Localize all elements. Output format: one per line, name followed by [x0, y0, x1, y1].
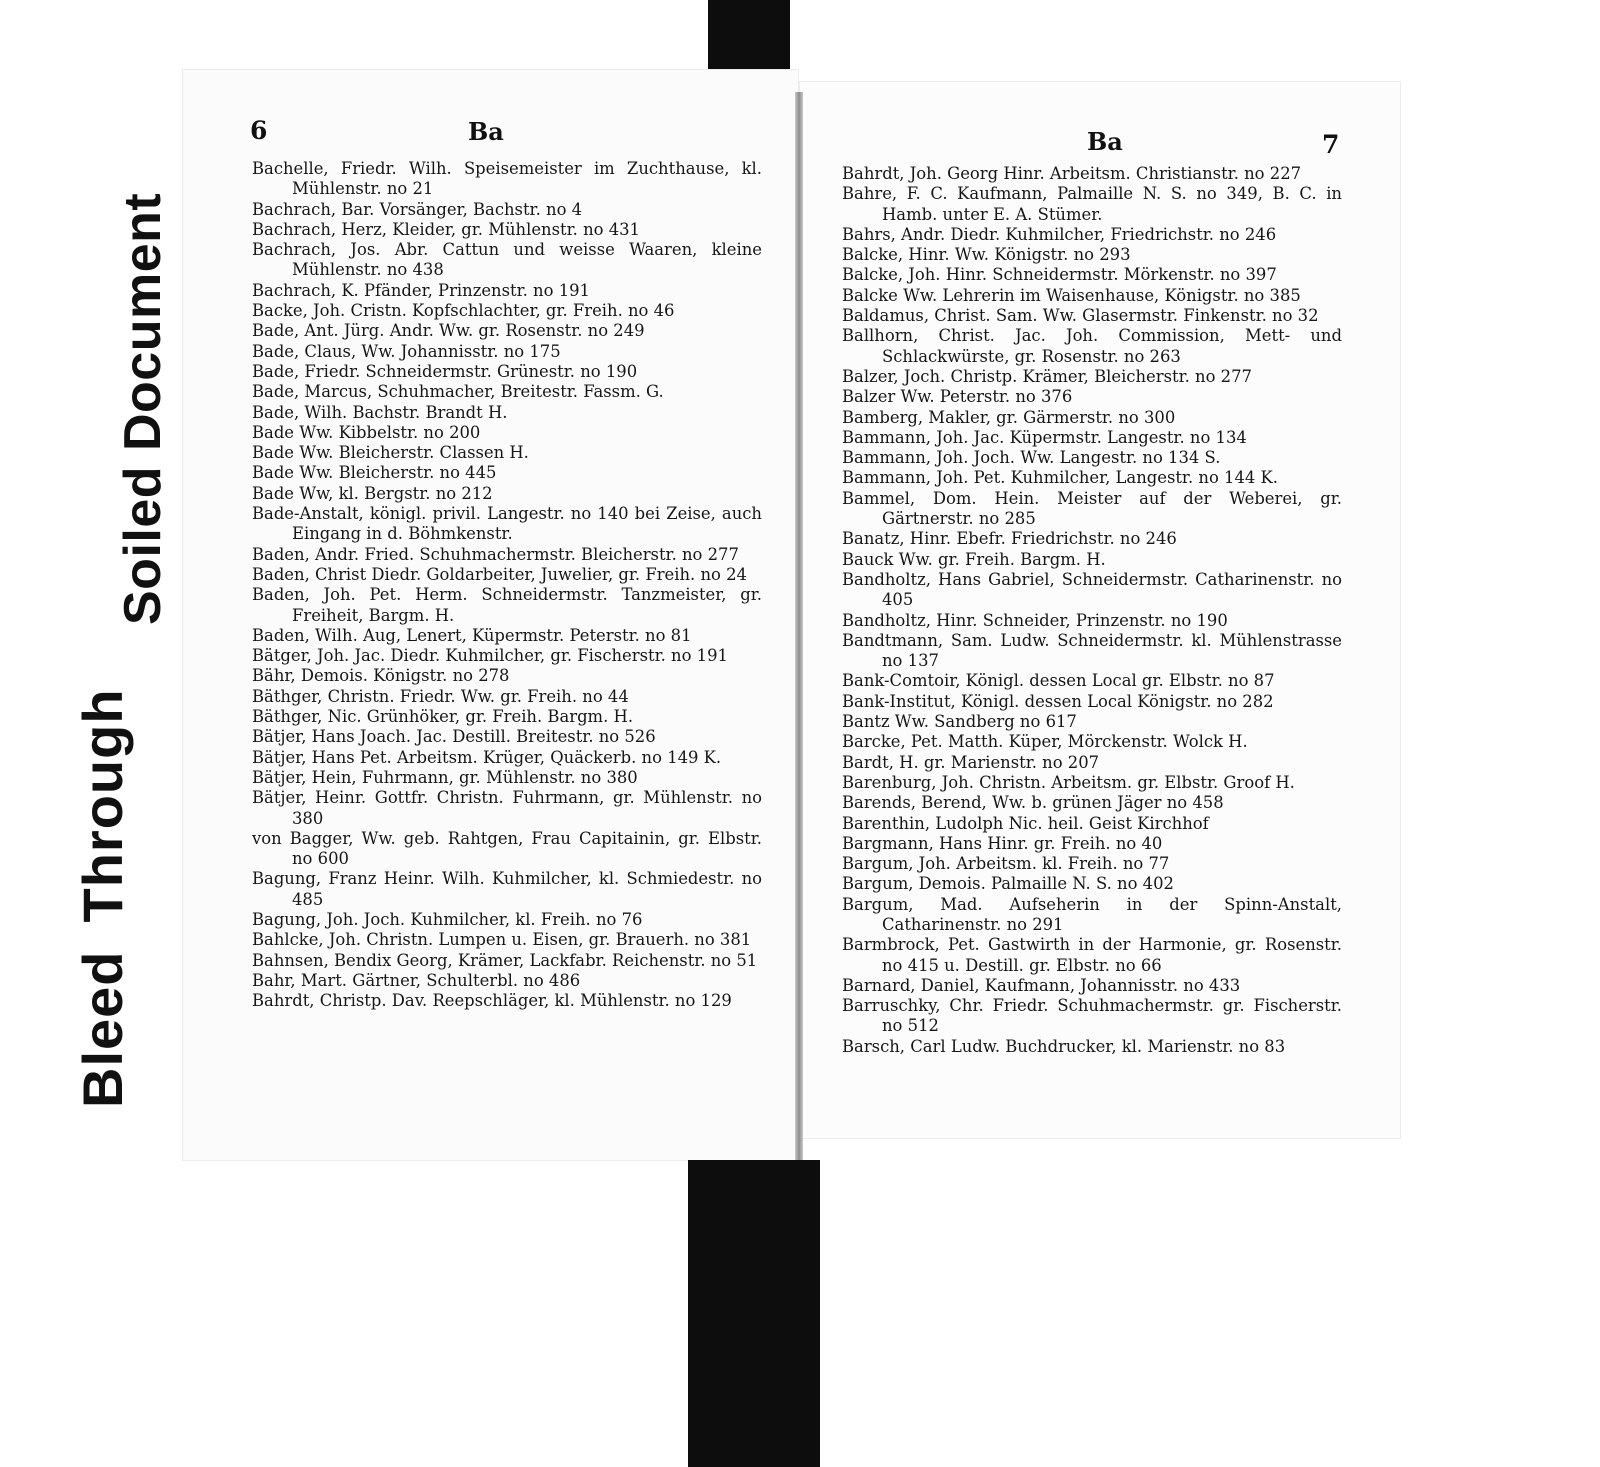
- directory-entry: [252, 768, 762, 788]
- through-word: Through: [71, 688, 134, 923]
- entry-text: Bade Ww, kl. Bergstr. no 212: [252, 483, 493, 503]
- entry-text: Bammann, Joh. Pet. Kuhmilcher, Langestr. no 144 K.: [842, 468, 1278, 488]
- directory-entry: [252, 281, 762, 301]
- directory-entry: [842, 306, 1342, 326]
- entry-text: Bargum, Demois. Palmaille N. S. no 402: [842, 874, 1174, 894]
- directory-entry: [252, 463, 762, 483]
- directory-entry: [842, 164, 1342, 184]
- directory-entry: [842, 732, 1342, 752]
- entry-text: Bachrach, Jos. Abr. Cattun und weisse Waaren, kleine Mühlenstr. no 438: [252, 240, 762, 280]
- directory-entry: [252, 159, 762, 200]
- bleed-word: Bleed: [71, 950, 134, 1108]
- entry-text: Banatz, Hinr. Ebefr. Friedrichstr. no 246: [842, 529, 1177, 549]
- entry-text: Bachrach, Herz, Kleider, gr. Mühlenstr. no 431: [252, 219, 640, 239]
- right-directory-list: [842, 164, 1342, 1057]
- entry-text: Bammann, Joh. Joch. Ww. Langestr. no 134 S.: [842, 448, 1221, 468]
- directory-entry: [842, 793, 1342, 813]
- entry-text: Bahrs, Andr. Diedr. Kuhmilcher, Friedrichstr. no 246: [842, 224, 1277, 244]
- entry-text: Balzer Ww. Peterstr. no 376: [842, 387, 1073, 407]
- book-spine: [795, 92, 803, 1162]
- entry-text: Bahrdt, Christp. Dav. Reepschläger, kl. Mühlenstr. no 129: [252, 991, 732, 1011]
- entry-text: Bagung, Joh. Joch. Kuhmilcher, kl. Freih. no 76: [252, 909, 643, 929]
- directory-entry: [842, 996, 1342, 1037]
- entry-text: Baden, Christ Diedr. Goldarbeiter, Juwelier, gr. Freih. no 24: [252, 564, 747, 584]
- entry-text: Bätjer, Heinr. Gottfr. Christn. Fuhrmann, gr. Mühlenstr. no 380: [252, 788, 762, 828]
- entry-text: Bank-Institut, Königl. dessen Local Königstr. no 282: [842, 691, 1274, 711]
- directory-entry: [842, 367, 1342, 387]
- directory-entry: [842, 550, 1342, 570]
- entry-text: Bade, Friedr. Schneidermstr. Grünestr. no 190: [252, 361, 638, 381]
- entry-text: Bahr, Mart. Gärtner, Schulterbl. no 486: [252, 970, 581, 990]
- directory-entry: [842, 468, 1342, 488]
- directory-entry: [252, 321, 762, 341]
- entry-text: Bachrach, K. Pfänder, Prinzenstr. no 191: [252, 280, 590, 300]
- directory-entry: [842, 225, 1342, 245]
- directory-entry: [842, 895, 1342, 936]
- directory-entry: [252, 829, 762, 870]
- entry-text: Bade, Marcus, Schuhmacher, Breitestr. Fassm. G.: [252, 382, 664, 402]
- directory-entry: [252, 362, 762, 382]
- directory-entry: [842, 671, 1342, 691]
- directory-entry: [252, 565, 762, 585]
- directory-entry: [252, 200, 762, 220]
- entry-text: Bahnsen, Bendix Georg, Krämer, Lackfabr. Reichenstr. no 51: [252, 950, 758, 970]
- entry-text: Bantz Ww. Sandberg no 617: [842, 712, 1077, 732]
- entry-text: Bandtmann, Sam. Ludw. Schneidermstr. kl. Mühlenstrasse no 137: [842, 630, 1342, 671]
- entry-text: Bargum, Mad. Aufseherin in der Spinn-Anstalt, Catharinenstr. no 291: [842, 894, 1342, 934]
- entry-text: Bargum, Joh. Arbeitsm. kl. Freih. no 77: [842, 854, 1170, 874]
- directory-entry: [252, 301, 762, 321]
- entry-text: Bank-Comtoir, Königl. dessen Local gr. Elbstr. no 87: [842, 671, 1275, 691]
- entry-text: Bandholtz, Hans Gabriel, Schneidermstr. Catharinenstr. no 405: [842, 569, 1342, 610]
- directory-entry: [842, 976, 1342, 996]
- entry-text: Bätger, Joh. Jac. Diedr. Kuhmilcher, gr. Fischerstr. no 191: [252, 646, 728, 666]
- entry-text: Balcke, Hinr. Ww. Königstr. no 293: [842, 245, 1131, 265]
- directory-entry: [842, 570, 1342, 611]
- directory-entry: [842, 326, 1342, 367]
- entry-text: Balcke Ww. Lehrerin im Waisenhause, Königstr. no 385: [842, 285, 1301, 305]
- entry-text: von Bagger, Ww. geb. Rahtgen, Frau Capitainin, gr. Elbstr. no 600: [252, 828, 762, 869]
- entry-text: Barenburg, Joh. Christn. Arbeitsm. gr. Elbstr. Groof H.: [842, 772, 1295, 792]
- directory-entry: [252, 971, 762, 991]
- entry-text: Barenthin, Ludolph Nic. heil. Geist Kirchhof: [842, 813, 1209, 833]
- entry-text: Bade, Wilh. Bachstr. Brandt H.: [252, 402, 508, 422]
- entry-text: Backe, Joh. Cristn. Kopfschlachter, gr. Freih. no 46: [252, 301, 675, 321]
- entry-text: Baden, Andr. Fried. Schuhmachermstr. Bleicherstr. no 277: [252, 544, 739, 564]
- directory-entry: [252, 748, 762, 768]
- entry-text: Bade Ww. Bleicherstr. no 445: [252, 463, 497, 483]
- entry-text: Bamberg, Makler, gr. Gärmerstr. no 300: [842, 407, 1176, 427]
- entry-text: Baldamus, Christ. Sam. Ww. Glasermstr. Finkenstr. no 32: [842, 306, 1319, 326]
- entry-text: Barends, Berend, Ww. b. grünen Jäger no 458: [842, 793, 1224, 813]
- entry-text: Bätjer, Hans Joach. Jac. Destill. Breitestr. no 526: [252, 727, 656, 747]
- entry-text: Bätjer, Hans Pet. Arbeitsm. Krüger, Quäckerb. no 149 K.: [252, 747, 722, 767]
- entry-text: Bandholtz, Hinr. Schneider, Prinzenstr. no 190: [842, 610, 1228, 630]
- directory-entry: [842, 753, 1342, 773]
- directory-entry: [252, 666, 762, 686]
- entry-text: Bauck Ww. gr. Freih. Bargm. H.: [842, 549, 1106, 569]
- directory-entry: [252, 342, 762, 362]
- entry-text: Bammel, Dom. Hein. Meister auf der Weberei, gr. Gärtnerstr. no 285: [842, 488, 1342, 529]
- directory-entry: [252, 910, 762, 930]
- directory-entry: [252, 585, 762, 626]
- directory-entry: [842, 489, 1342, 530]
- directory-entry: [842, 814, 1342, 834]
- directory-entry: [252, 869, 762, 910]
- left-directory-list: [252, 159, 762, 1011]
- directory-entry: [842, 935, 1342, 976]
- entry-text: Bammann, Joh. Jac. Küpermstr. Langestr. no 134: [842, 427, 1247, 447]
- directory-entry: [252, 545, 762, 565]
- soiled-document-label: Soiled Document: [114, 192, 172, 625]
- left-page-number: 6: [250, 116, 268, 145]
- entry-text: Ballhorn, Christ. Jac. Joh. Commission, Mett- und Schlackwürste, gr. Rosenstr. no 263: [842, 326, 1342, 366]
- entry-text: Baden, Joh. Pet. Herm. Schneidermstr. Tanzmeister, gr. Freiheit, Bargm. H.: [252, 585, 762, 625]
- entry-text: Barruschky, Chr. Friedr. Schuhmachermstr. gr. Fischerstr. no 512: [842, 996, 1342, 1036]
- directory-entry: [842, 529, 1342, 549]
- directory-entry: [252, 484, 762, 504]
- directory-entry: [842, 408, 1342, 428]
- directory-entry: [252, 240, 762, 281]
- directory-entry: [252, 220, 762, 240]
- directory-entry: [842, 631, 1342, 672]
- directory-entry: [842, 245, 1342, 265]
- directory-entry: [252, 646, 762, 666]
- entry-text: Bade, Claus, Ww. Johannisstr. no 175: [252, 341, 561, 361]
- directory-entry: [842, 184, 1342, 225]
- left-page-header: Ba: [468, 117, 504, 146]
- directory-entry: [252, 382, 762, 402]
- directory-entry: [252, 991, 762, 1011]
- directory-entry: [842, 428, 1342, 448]
- entry-text: Bähr, Demois. Königstr. no 278: [252, 666, 510, 686]
- directory-entry: [842, 692, 1342, 712]
- entry-text: Bade Ww. Bleicherstr. Classen H.: [252, 443, 529, 463]
- directory-entry: [842, 448, 1342, 468]
- right-page-number: 7: [1322, 130, 1340, 159]
- directory-entry: [842, 286, 1342, 306]
- directory-entry: [252, 403, 762, 423]
- directory-entry: [842, 874, 1342, 894]
- entry-text: Barmbrock, Pet. Gastwirth in der Harmonie, gr. Rosenstr. no 415 u. Destill. gr. Elbstr. no 66: [842, 935, 1342, 975]
- directory-entry: [252, 707, 762, 727]
- directory-entry: [842, 611, 1342, 631]
- entry-text: Baden, Wilh. Aug, Lenert, Küpermstr. Peterstr. no 81: [252, 625, 692, 645]
- directory-entry: [842, 387, 1342, 407]
- directory-entry: [842, 773, 1342, 793]
- entry-text: Bagung, Franz Heinr. Wilh. Kuhmilcher, kl. Schmiedestr. no 485: [252, 869, 762, 909]
- entry-text: Bahre, F. C. Kaufmann, Palmaille N. S. no 349, B. C. in Hamb. unter E. A. Stümer.: [842, 184, 1342, 224]
- directory-entry: [252, 687, 762, 707]
- entry-text: Bäthger, Nic. Grünhöker, gr. Freih. Bargm. H.: [252, 707, 634, 727]
- directory-entry: [842, 834, 1342, 854]
- bottom-black-band: [688, 1160, 820, 1467]
- directory-entry: [842, 712, 1342, 732]
- directory-entry: [252, 504, 762, 545]
- directory-entry: [842, 854, 1342, 874]
- entry-text: Barcke, Pet. Matth. Küper, Mörckenstr. Wolck H.: [842, 732, 1248, 752]
- entry-text: Bade Ww. Kibbelstr. no 200: [252, 422, 481, 442]
- entry-text: Bäthger, Christn. Friedr. Ww. gr. Freih. no 44: [252, 686, 629, 706]
- directory-entry: [252, 930, 762, 950]
- entry-text: Bade-Anstalt, königl. privil. Langestr. no 140 bei Zeise, auch Eingang in d. Böhmkenstr.: [252, 504, 762, 544]
- directory-entry: [252, 727, 762, 747]
- entry-text: Bachrach, Bar. Vorsänger, Bachstr. no 4: [252, 199, 583, 219]
- entry-text: Bachelle, Friedr. Wilh. Speisemeister im Zuchthause, kl. Mühlenstr. no 21: [252, 159, 762, 199]
- entry-text: Barnard, Daniel, Kaufmann, Johannisstr. no 433: [842, 975, 1241, 995]
- entry-text: Bardt, H. gr. Marienstr. no 207: [842, 752, 1100, 772]
- bleed-through-label: [70, 688, 135, 1108]
- directory-entry: [252, 951, 762, 971]
- entry-text: Bätjer, Hein, Fuhrmann, gr. Mühlenstr. no 380: [252, 767, 638, 787]
- entry-text: Bahlcke, Joh. Christn. Lumpen u. Eisen, gr. Brauerh. no 381: [252, 930, 752, 950]
- entry-text: Balzer, Joch. Christp. Krämer, Bleicherstr. no 277: [842, 366, 1252, 386]
- directory-entry: [842, 265, 1342, 285]
- directory-entry: [252, 788, 762, 829]
- directory-entry: [252, 626, 762, 646]
- entry-text: Bade, Ant. Jürg. Andr. Ww. gr. Rosenstr. no 249: [252, 321, 645, 341]
- directory-entry: [252, 423, 762, 443]
- entry-text: Barsch, Carl Ludw. Buchdrucker, kl. Marienstr. no 83: [842, 1036, 1286, 1056]
- entry-text: Bahrdt, Joh. Georg Hinr. Arbeitsm. Christianstr. no 227: [842, 164, 1302, 183]
- entry-text: Bargmann, Hans Hinr. gr. Freih. no 40: [842, 833, 1163, 853]
- right-page-header: Ba: [1087, 127, 1123, 156]
- directory-entry: [252, 443, 762, 463]
- directory-entry: [842, 1037, 1342, 1057]
- entry-text: Balcke, Joh. Hinr. Schneidermstr. Mörkenstr. no 397: [842, 265, 1277, 285]
